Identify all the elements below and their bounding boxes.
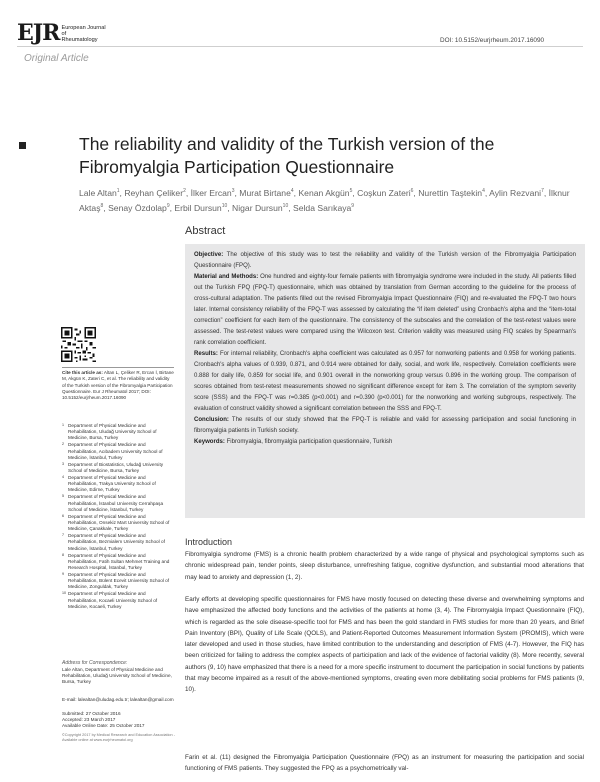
author-name: Murat Birtane [239, 187, 291, 198]
affiliation-item [62, 462, 174, 474]
article-dates [62, 711, 174, 730]
author [79, 188, 120, 198]
cite-label: Cite this article as: [62, 370, 103, 375]
affiliation-item [62, 423, 174, 442]
author-affiliation-number: 4 [290, 188, 294, 194]
author-name: Lale Altan [79, 187, 117, 198]
author [124, 188, 186, 198]
affiliation-text: Department of Physical Medicine and Rehabilitation, Bezmialem University School of Medicine, İstanbul, Turkey [68, 533, 165, 551]
author-name: Coşkun Zateri [357, 187, 411, 198]
copyright: ©Copyright 2017 by Medical Research and Education Association - Available online at www.eurjrheumatol.org [62, 733, 175, 743]
journal-abbrev: EJR [17, 20, 60, 46]
correspondence-email[interactable]: E-mail: lalealtan@uludag.edu.tr; lalealtan@gmail.com [62, 697, 174, 702]
affiliation-number: 9 [62, 572, 64, 577]
affiliation-text: Department of Physical Medicine and Rehabilitation, Acıbadem University School of Medicine, İstanbul, Turkey [68, 442, 163, 460]
abstract-label: Material and Methods: [194, 274, 259, 281]
author-affiliation-number: 7 [541, 188, 544, 194]
author-affiliation-number: 5 [349, 188, 353, 194]
affiliation-item [62, 442, 174, 461]
affiliation-text: Department of Physical Medicine and Rehabilitation, Kocaeli University School of Medicine, Kocaeli, Turkey [68, 591, 158, 609]
correspondence-title: Address for Correspondence: [62, 660, 128, 666]
author [298, 188, 352, 198]
submitted-date: Submitted: 27 October 2016 [62, 711, 121, 716]
affiliation-number: 2 [62, 442, 64, 447]
affiliation-text: Department of Physical Medicine and Rehabilitation, İstanbul University Cerrahpaşa School of Medicine, İstanbul, Turkey [68, 494, 164, 512]
affiliation-number: 5 [62, 494, 64, 499]
abstract-methods [194, 272, 576, 348]
author-affiliation-number: 8 [100, 202, 104, 209]
author-affiliation-number: 6 [410, 188, 414, 194]
author [108, 203, 170, 213]
cite-divider [62, 367, 174, 368]
author-name: Erbil Dursun [174, 202, 222, 213]
accepted-date: Accepted: 23 March 2017 [62, 717, 116, 723]
abstract-text: One hundred and eighty-four female patients with fibromyalgia syndrome were included in the study. All patients filled out the Turkish FPQ (FPQ-T) questionnaire, which was obtained by translation from German according to the guideline for the process of cross-cultural adaptation. The patients filled out the revised Fibromyalgia Impact Questionnaire (FIQ) and re-evaluated the FPQ-T two hours later. Internal consistency reliability of the FPQ-T was assessed by calculating the “if item deleted” using Cronbach's alpha and the “item-total correction” coefficient for each item of the questionnaire. The consistency of the subscales and the correlation of the test-retest values were assessed. The test-retest values were compared using the Wilcoxon test. Criterion validity was measured using FIQ scales by Spearman's rank correlation coefficient. [194, 274, 576, 346]
qr-code-icon[interactable] [61, 327, 96, 362]
affiliation-number: 4 [62, 475, 64, 480]
article-title: The reliability and validity of the Turkish version of the Fibromyalgia Participation Questionnaire [79, 134, 495, 177]
author-affiliation-number: 10 [282, 202, 289, 209]
affiliation-item [62, 514, 174, 533]
abstract-label: Objective: [194, 252, 224, 258]
author-name: İlknur Aktaş [79, 187, 570, 213]
abstract-text: For internal reliability, Cronbach's alpha coefficient was calculated as 0.957 for nonworking patients and 0.958 for working patients. Cronbach's alpha values of 0.939, 0.871, and 0.914 were obtained for daily, social, and work life, respectively. Correlation coefficients were 0.888 for daily life, 0.859 for social life, and 0.901 overall in the nonworking group versus 0.896 in the working group. The comparison of scores obtained from test-retest measurements showed no significant difference except for item 3. The correlation of the symptom severity score (SSS) and the FPQ-T was r=0.385 (p<0.001) and r=0.390 (p<0.001) for the nonworking and working subgroups, respectively. The evaluation of construct validity showed a significant correlation between the SSS and FPQ-T. [194, 351, 576, 412]
abstract-label: Conclusion: [194, 417, 229, 424]
affiliation-item [62, 475, 174, 494]
affiliation-number: 3 [62, 461, 64, 466]
abstract-keywords [194, 437, 576, 448]
author [418, 188, 485, 198]
journal-name-line1: European Journal of [61, 25, 106, 37]
affiliation-item [62, 533, 174, 552]
author [191, 188, 235, 198]
abstract-text: Fibromyalgia, fibromyalgia participation questionnaire, Turkish [226, 439, 393, 446]
citation [62, 370, 174, 401]
correspondence-address: Lale Altan, Department of Physical Medicine and Rehabilitation, Uludağ University School of Medicine, Bursa, Turkey [62, 667, 172, 685]
article-type: Original Article [24, 53, 89, 64]
author-name: Senay Özdolap [108, 202, 167, 213]
author-affiliation-number: 9 [351, 202, 355, 209]
affiliation-item [62, 572, 174, 591]
author-name: Reyhan Çeliker [124, 187, 184, 198]
abstract-objective [194, 250, 576, 272]
author-affiliation-number: 9 [166, 202, 170, 209]
affiliation-text: Department of Physical Medicine and Rehabilitation, Onsekiz Mart University School of Medicine, Çanakkale, Turkey [68, 513, 170, 532]
author-affiliation-number: 1 [116, 188, 120, 194]
affiliation-number: 8 [62, 552, 64, 557]
author-affiliation-number: 10 [221, 202, 228, 209]
affiliation-text: Department of Biostatistics, Uludağ University School of Medicine, Bursa, Turkey [68, 461, 164, 474]
journal-name [61, 25, 111, 43]
author-affiliation-number: 2 [183, 188, 186, 194]
author-name: Selda Sarıkaya [293, 202, 352, 213]
available-online-date: Available Online Date: 25 October 2017 [62, 723, 145, 729]
abstract-conclusion [194, 415, 576, 437]
affiliation-number: 6 [62, 513, 64, 518]
affiliation-text: Department of Physical Medicine and Rehabilitation, Fatih Sultan Mehmet Training and Research Hospital, İstanbul, Turkey [68, 552, 170, 571]
author-name: Nurettin Taştekin [418, 187, 483, 198]
doi[interactable]: DOI: 10.5152/eurjrheum.2017.16090 [440, 37, 545, 44]
header-divider [17, 46, 583, 47]
body-paragraph: Early efforts at developing specific questionnaires for FMS have mostly focused on detecting these diverse and overwhelming symptoms and have emphasized the affected body functions and the activities of the patients at home (3, 4). The Fibromyalgia Impact Questionnaire (FIQ), which is regarded as the sole disease-specific tool for FMS and has been the gold standard in FMS studies for more than 20 years, and Brief Pain Inventory (BPI), Quality of Life Scale (QOLS), and Patient-Reported Outcomes Measurement Information System (PROMIS), which were later developed and used in those studies, have limited contribution to the understanding and description of FMS (4-7). However, the FIQ has been criticized for failing to address the complex aspects of participation and lack of the evidence of factorial validity (8). More recently, several authors (9, 10) have emphasized that there is a need for a more specific instrument to document the participation in social functions by patients that may become impaired as a result of the above-mentioned symptoms, creating even more debilitating social problems for FMS patients (9, 10). [185, 596, 584, 694]
title-marker [19, 142, 26, 149]
author-name: Aylin Rezvani [489, 187, 542, 198]
author [489, 188, 544, 198]
abstract-text: The results of our study showed that the FPQ-T is reliable and valid for assessing participation and social functioning in fibromyalgia patients in Turkish society. [194, 417, 576, 434]
author-affiliation-number: 3 [231, 188, 235, 194]
intro-heading: Introduction [185, 537, 233, 547]
author-list: Lale Altan$^1$, Reyhan Çeliker$^2$, İlker Ercan$^3$, Murat Birtane$^4$, Kenan Akgün$^5$, Coşkun Zateri$^6$, Nurettin Taştekin$^4$, Aylin Rezvani$^7$, İlknur Aktaş$^8$, Senay Özdolap$^9$, Erbil Dursun$^{10}$, Nigar Dursun$^{10}$, Selda Sarıkaya$^9$ [79, 187, 570, 213]
affiliation-item [62, 553, 174, 572]
author [293, 203, 354, 213]
journal-name-line2: Rheumatology [61, 37, 98, 43]
affiliation-text: Department of Physical Medicine and Rehabilitation, Trakya University School of Medicine, Edirne, Turkey [68, 475, 156, 493]
author-name: Kenan Akgün [298, 187, 350, 198]
affiliation-number: 7 [62, 533, 64, 538]
abstract-heading: Abstract [185, 225, 226, 237]
affiliation-number: 1 [62, 423, 64, 427]
abstract-box [185, 244, 585, 518]
affiliation-text: Department of Physical Medicine and Rehabilitation, Uludağ University School of Medicine, Bursa, Turkey [68, 423, 157, 441]
author [357, 188, 413, 198]
author [174, 203, 227, 213]
cite-text: Altan L, Çeliker R, Ercan İ, Birtane M, Akgün K, Zateri C, et al. The reliability and validity of the Turkish version of the Fibromyalgia Participation Questionnaire. Eur J Rheumatol 2017; DOI: 10.5152/eurjrheum.2017.16090 [62, 370, 174, 401]
author [232, 203, 288, 213]
abstract-results [194, 349, 576, 414]
author-name: İlker Ercan [190, 187, 232, 198]
author-affiliation-number: 4 [482, 188, 485, 194]
author [239, 188, 293, 198]
body-paragraph: Fibromyalgia syndrome (FMS) is a chronic health problem characterized by a wide range of physical and psychological symptoms such as chronic widespread pain, tender points, sleep disturbance, unrefreshing fatigue, cognitive dysfunction, and substantial mood alterations that may lead to anxiety and depression (1, 2). [185, 551, 584, 581]
affiliation-item [62, 494, 174, 513]
affiliation-number: 10 [62, 591, 66, 596]
affiliations-list [62, 423, 174, 611]
abstract-label: Keywords: [194, 439, 225, 446]
body-paragraph: Farin et al. (11) designed the Fibromyalgia Participation Questionnaire (FPQ) as an instrument for measuring the participation and social functioning of FMS patients. They suggested the FPQ as a psychometrically val- [185, 754, 584, 773]
author-name: Nigar Dursun [232, 202, 283, 213]
journal-logo [17, 22, 111, 44]
affiliation-item [62, 591, 174, 610]
abstract-text: The objective of this study was to test the reliability and validity of the Turkish version of the Fibromyalgia Participation Questionnaire (FPQ). [194, 252, 576, 269]
affiliation-text: Department of Physical Medicine and Rehabilitation, Bülent Ecevit University School of Medicine, Zonguldak, Turkey [68, 572, 170, 590]
abstract-label: Results: [194, 351, 218, 358]
